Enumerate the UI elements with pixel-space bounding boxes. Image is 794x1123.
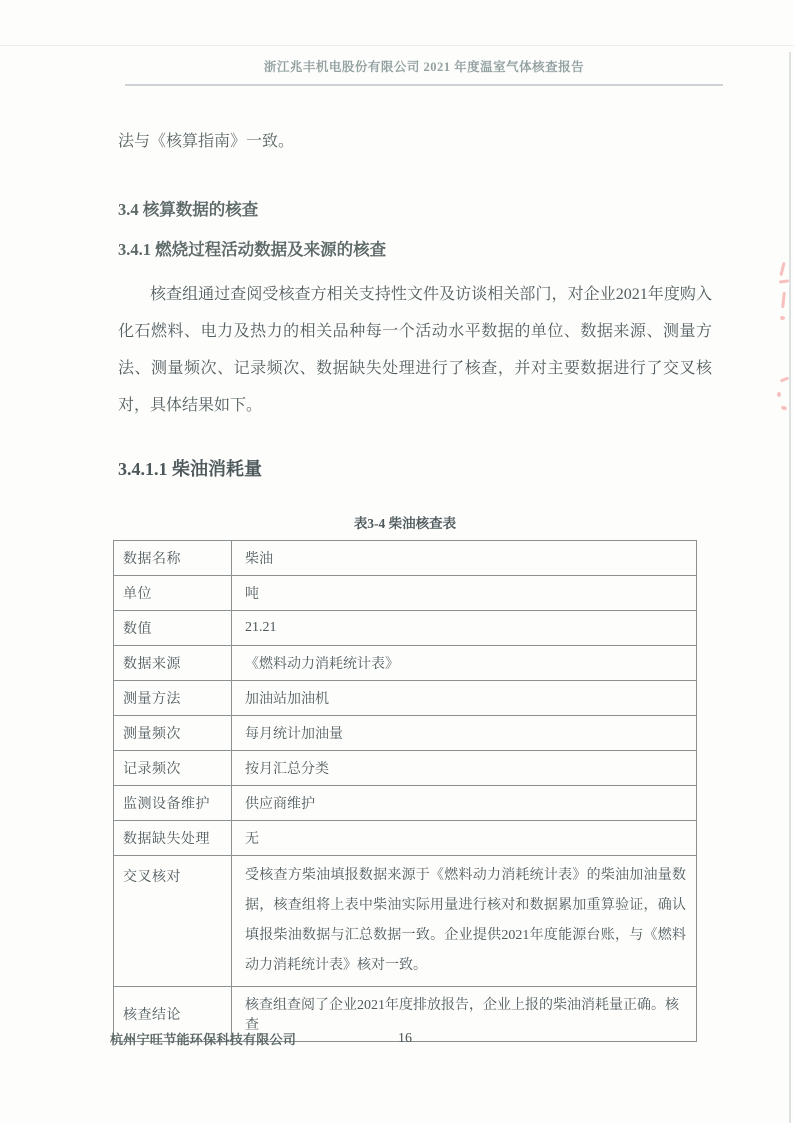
row-label: 数据名称: [114, 541, 232, 576]
row-value: 柴油: [232, 541, 697, 576]
row-label: 记录频次: [114, 751, 232, 786]
diesel-check-table: [113, 540, 697, 1042]
section-heading-3-4-1-1: 3.4.1.1 柴油消耗量: [118, 459, 262, 479]
row-value: 每月统计加油量: [232, 716, 697, 751]
row-label: 数据来源: [114, 646, 232, 681]
row-label: 数值: [114, 611, 232, 646]
row-value: 按月汇总分类: [232, 751, 697, 786]
paragraph-continuation: 法与《核算指南》一致。: [118, 133, 295, 150]
red-handwriting-mark: [781, 405, 788, 411]
red-handwriting-mark: [781, 292, 786, 308]
red-handwriting-mark: [780, 376, 789, 382]
table-row: [114, 716, 697, 751]
row-value: 加油站加油机: [232, 681, 697, 716]
row-label: 监测设备维护: [114, 786, 232, 821]
red-handwriting-mark: [780, 316, 785, 320]
row-label: 测量方法: [114, 681, 232, 716]
row-label: 数据缺失处理: [114, 821, 232, 856]
page-body: [118, 0, 712, 1042]
row-value: 21.21: [232, 611, 697, 646]
row-value: 《燃料动力消耗统计表》: [232, 646, 697, 681]
table-row-cross-check: [114, 856, 697, 987]
row-label: 交叉核对: [114, 856, 232, 987]
table-row: [114, 751, 697, 786]
table-row: [114, 576, 697, 611]
body-paragraph: 核查组通过查阅受核查方相关支持性文件及访谈相关部门，对企业2021年度购入化石燃料、电力及热力的相关品种每一个活动水平数据的单位、数据来源、测量方法、测量频次、记录频次、数据缺失处理进行了核查，并对主要数据进行了交叉核对，具体结果如下。: [118, 286, 712, 414]
table-row: [114, 611, 697, 646]
row-value: 供应商维护: [232, 786, 697, 821]
row-label: 测量频次: [114, 716, 232, 751]
table-row: [114, 646, 697, 681]
table-row: [114, 786, 697, 821]
row-label: 单位: [114, 576, 232, 611]
row-value: 核查组查阅了企业2021年度排放报告，企业上报的柴油消耗量正确。核查: [232, 987, 697, 1042]
red-handwriting-mark: [777, 392, 781, 397]
footer-company: 杭州宁旺节能环保科技有限公司: [110, 1032, 297, 1047]
section-heading-3-4: 3.4 核算数据的核查: [118, 200, 259, 219]
table-row: [114, 821, 697, 856]
table-row: [114, 541, 697, 576]
page-number: 16: [398, 1031, 412, 1046]
report-header-title: 浙江兆丰机电股份有限公司 2021 年度温室气体核查报告: [263, 60, 585, 74]
table-caption: 表3-4 柴油核查表: [353, 516, 457, 531]
row-label: 核查结论: [114, 987, 232, 1042]
red-handwriting-mark: [779, 279, 789, 283]
row-value: 吨: [232, 576, 697, 611]
red-handwriting-mark: [779, 262, 785, 276]
table-row: [114, 681, 697, 716]
section-heading-3-4-1: 3.4.1 燃烧过程活动数据及来源的核查: [118, 240, 387, 259]
row-value: 受核查方柴油填报数据来源于《燃料动力消耗统计表》的柴油加油量数据，核查组将上表中柴油实际用量进行核对和数据累加重算验证，确认填报柴油数据与汇总数据一致。企业提供2021年度能源台账，与《燃料动力消耗统计表》核对一致。: [232, 856, 697, 987]
row-value: 无: [232, 821, 697, 856]
scan-edge-line-right: [789, 52, 791, 1123]
